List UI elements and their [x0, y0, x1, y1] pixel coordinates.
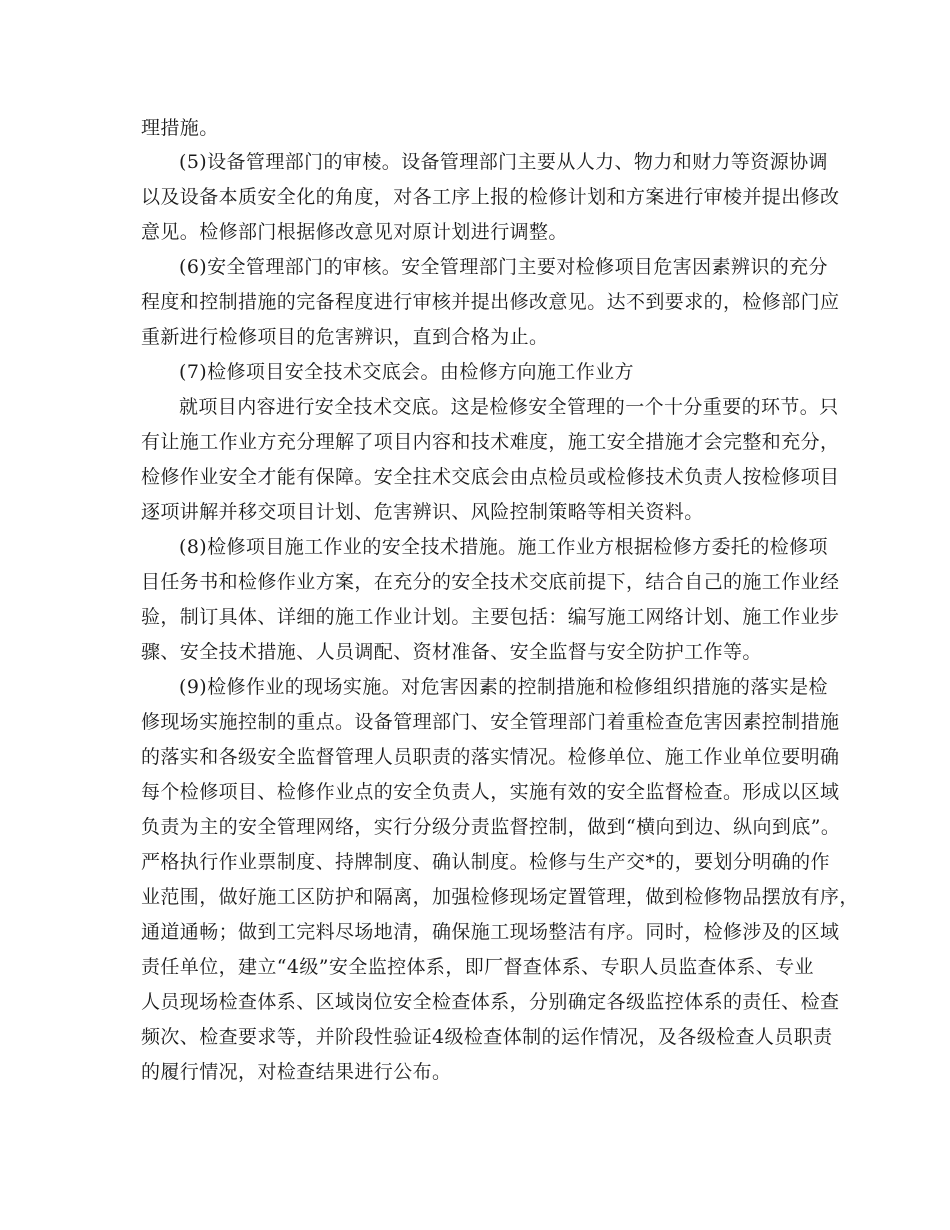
text-line: (7)检修项目安全技术交底会。由检修方向施工作业方 [179, 361, 634, 383]
text-line: (9)检修作业的现场实施。对危害因素的控制措施和检修组织措施的落实是检 [179, 676, 828, 698]
text-line: (8)检修项目施工作业的安全技术措施。施工作业方根据检修方委托的检修项 [179, 536, 828, 558]
text-line: 逐项讲解并移交项目计划、危害辨识、风险控制策略等相关资料。 [141, 501, 704, 523]
text-line: 责任单位，建立“4级”安全监控体系，即厂督查体系、专职人员监查体系、专业 [141, 956, 814, 978]
text-line: 频次、检查要求等，并阶段性验证4级检查体制的运作情况，及各级检查人员职责 [141, 1026, 833, 1048]
text-line: 严格执行作业票制度、持牌制度、确认制度。检修与生产交*的，要划分明确的作 [141, 851, 830, 873]
text-line: 每个检修项目、检修作业点的安全负责人，实施有效的安全监督检查。形成以区域 [141, 781, 840, 803]
text-line: 程度和控制措施的完备程度进行审核并提出修改意见。达不到要求的，检修部门应 [141, 291, 840, 313]
text-line: 的落实和各级安全监督管理人员职责的落实情况。检修单位、施工作业单位要明确 [141, 746, 840, 768]
text-line: 检修作业安全才能有保障。安全拄术交底会由点检员或检修技术负责人按检修项目 [141, 466, 840, 488]
text-line: 有让施工作业方充分理解了项目内容和技术难度，施工安全措施才会完整和充分， [141, 431, 840, 453]
text-line: 业范围，做好施工区防护和隔离，加强检修现场定置管理，做到检修物品摆放有序， [141, 886, 859, 908]
text-line: (5)设备管理部门的审棱。设备管理部门主要从人力、物力和财力等资源协调 [179, 151, 828, 173]
text-line: 验，制订具体、详细的施工作业计划。主要包括：编写施工网络计划、施工作业步 [141, 606, 840, 628]
text-line: 通道通畅；做到工完料尽场地清，确保施工现场整洁有序。同时，检修涉及的区域 [141, 921, 840, 943]
text-line: (6)安全管理部门的审核。安全管理部门主要对检修项目危害因素辨识的充分 [179, 256, 828, 278]
text-line: 重新进行检修项目的危害辨识，直到合格为止。 [141, 326, 549, 348]
text-line: 以及设备本质安全化的角度，对各工序上报的检修计划和方案进行审棱并提出修改 [141, 186, 840, 208]
text-line: 的履行情况，对检查结果进行公布。 [141, 1061, 452, 1083]
text-line: 目任务书和检修作业方案，在充分的安全技术交底前提下，结合自己的施工作业经 [141, 571, 840, 593]
text-line: 修现场实施控制的重点。设备管理部门、安全管理部门着重检查危害因素控制措施 [141, 711, 840, 733]
text-line: 负责为主的安全管理网络，实行分级分责监督控制，做到“横向到边、纵向到底”。 [141, 816, 841, 838]
text-line: 骤、安全技术措施、人员调配、资材准备、安全监督与安全防护工作等。 [141, 641, 762, 663]
text-line: 就项目内容进行安全技术交底。这是检修安全管理的一个十分重要的环节。只 [179, 396, 839, 418]
text-line: 人员现场检查体系、区域岗位安全检查体系，分别确定各级监控体系的责任、检查 [141, 991, 840, 1013]
text-line: 意见。检修部门根据修改意见对原计划进行调整。 [141, 221, 568, 243]
text-line: 理措施。 [141, 117, 219, 139]
